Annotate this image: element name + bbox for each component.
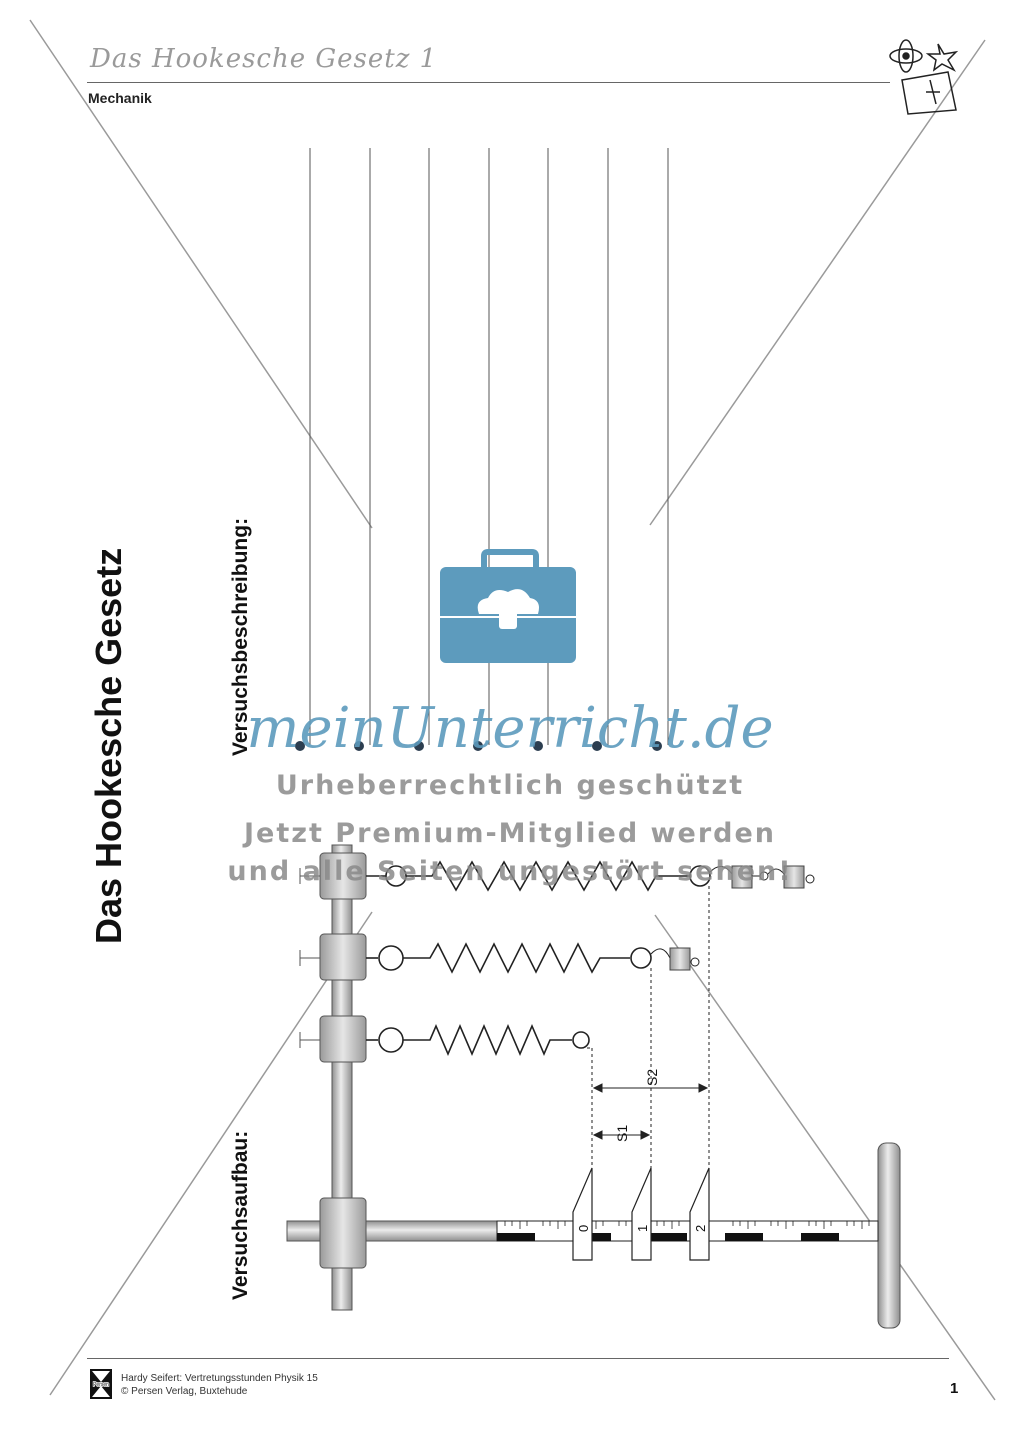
worksheet-title: Das Hookesche Gesetz: [88, 547, 129, 944]
publisher-name: Persen: [93, 1382, 109, 1388]
header-divider: [87, 82, 890, 83]
footer-credits: [121, 1372, 318, 1398]
watermark-view-all: und alle Seiten ungestört sehen!: [227, 856, 793, 887]
watermark-copyright: Urheberrechtlich geschützt: [275, 770, 745, 801]
watermark-brand: meinUnterricht.de: [246, 696, 774, 761]
guide-lines: [581, 886, 709, 1168]
footer-book-title: Hardy Seifert: Vertretungsstunden Physik 15: [121, 1373, 318, 1384]
scale-label-2: 2: [693, 1224, 708, 1232]
briefcase-cloud-icon: [440, 552, 576, 663]
watermark-premium: Jetzt Premium-Mitglied werden: [244, 818, 776, 849]
ruler: [497, 1221, 878, 1241]
end-stop: [878, 1143, 900, 1328]
setup-heading: Versuchsaufbau:: [229, 1130, 252, 1300]
distance-label-s2: S2: [644, 1068, 660, 1086]
logo-icon: [890, 40, 956, 114]
page-number: 1: [950, 1380, 959, 1397]
springs: [366, 862, 710, 1054]
pointer-sliders: [573, 1168, 709, 1260]
scale-label-1: 1: [635, 1224, 650, 1232]
distance-label-s1: S1: [614, 1124, 630, 1142]
page-header-title: Das Hookesche Gesetz 1: [90, 44, 438, 74]
footer-divider: [87, 1358, 949, 1359]
section-label: Mechanik: [88, 90, 152, 106]
footer-copyright: © Persen Verlag, Buxtehude: [121, 1386, 248, 1397]
description-heading: Versuchsbeschreibung:: [229, 517, 252, 756]
publisher-logo: [90, 1369, 112, 1399]
scale-label-0: 0: [576, 1224, 591, 1232]
